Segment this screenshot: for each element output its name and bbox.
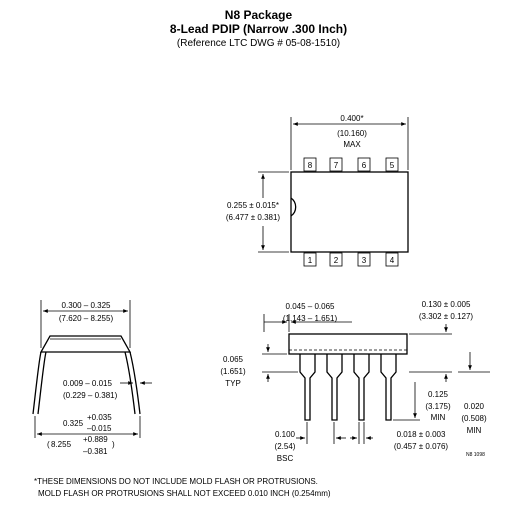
top-width-in: 0.400*	[340, 114, 364, 123]
standoff-in: 0.065	[222, 355, 244, 364]
package-subtitle: 8-Lead PDIP (Narrow .300 Inch)	[169, 22, 348, 36]
side-view-leads	[300, 354, 396, 420]
end-span-in-minus: –0.015	[87, 424, 112, 433]
lead-length-in: 0.125	[427, 390, 449, 399]
lead-width-in: 0.018 ± 0.003	[396, 430, 446, 439]
end-view-body	[41, 336, 130, 352]
shoulder-in: 0.045 – 0.065	[285, 302, 335, 311]
end-width-mm: (7.620 – 8.255)	[58, 314, 114, 323]
pin-label-5: 5	[389, 161, 395, 170]
pitch-in: 0.100	[274, 430, 296, 439]
end-span-mm-plus: +0.889	[83, 435, 108, 444]
pin1-notch	[291, 198, 296, 216]
end-span-in: 0.325	[63, 419, 84, 428]
pin-label-1: 1	[307, 256, 313, 265]
pin-label-7: 7	[333, 161, 339, 170]
end-span-in-plus: +0.035	[87, 413, 112, 422]
lead-width-mm: (0.457 ± 0.076)	[393, 442, 449, 451]
pin-label-2: 2	[333, 256, 339, 265]
standoff-mm: (1.651)	[220, 367, 246, 376]
body-height-in: 0.130 ± 0.005	[421, 300, 471, 309]
pin-label-3: 3	[361, 256, 367, 265]
end-width-in: 0.300 – 0.325	[61, 301, 111, 310]
footnote-line-1: *THESE DIMENSIONS DO NOT INCLUDE MOLD FLASH OR PROTRUSIONS.	[34, 477, 318, 486]
end-lead-thickness-in: 0.009 – 0.015	[63, 379, 112, 388]
side-view-body	[289, 334, 407, 354]
pitch-note: BSC	[276, 454, 294, 463]
top-height-in: 0.255 ± 0.015*	[227, 201, 279, 210]
top-width-note: MAX	[343, 140, 361, 149]
standoff-note: TYP	[225, 379, 241, 388]
seating-note: MIN	[466, 426, 482, 435]
package-title: N8 Package	[224, 8, 293, 22]
shoulder-mm: (1.143 – 1.651)	[282, 314, 338, 323]
end-lead-thickness-mm: (0.229 – 0.381)	[63, 391, 118, 400]
end-span-mm-close: )	[112, 440, 115, 449]
lead-length-note: MIN	[430, 413, 446, 422]
pin-label-4: 4	[389, 256, 395, 265]
end-span-mm: 8.255	[51, 440, 72, 449]
footnote-line-2: MOLD FLASH OR PROTRUSIONS SHALL NOT EXCEED 0.010 INCH (0.254mm)	[38, 489, 331, 498]
end-span-mm-open: (	[47, 440, 50, 449]
side-view	[220, 300, 490, 463]
end-view-left-lead	[33, 352, 41, 414]
seating-in: 0.020	[463, 402, 485, 411]
pin-label-6: 6	[361, 161, 367, 170]
lead-length-mm: (3.175)	[425, 402, 451, 411]
bottom-pins	[304, 253, 398, 266]
end-span-mm-minus: –0.381	[83, 447, 108, 456]
seating-mm: (0.508)	[461, 414, 487, 423]
end-view	[33, 300, 152, 456]
reference-drawing: (Reference LTC DWG # 05-08-1510)	[176, 38, 341, 49]
body-height-mm: (3.302 ± 0.127)	[418, 312, 474, 321]
package-body-outline	[291, 172, 408, 252]
top-width-mm: (10.160)	[337, 129, 367, 138]
top-pins	[304, 158, 398, 171]
pitch-mm: (2.54)	[274, 442, 296, 451]
drawing-code: N8 1098	[466, 452, 485, 458]
top-height-mm: (6.477 ± 0.381)	[225, 213, 281, 222]
top-view	[226, 114, 408, 266]
pin-label-8: 8	[307, 161, 313, 170]
